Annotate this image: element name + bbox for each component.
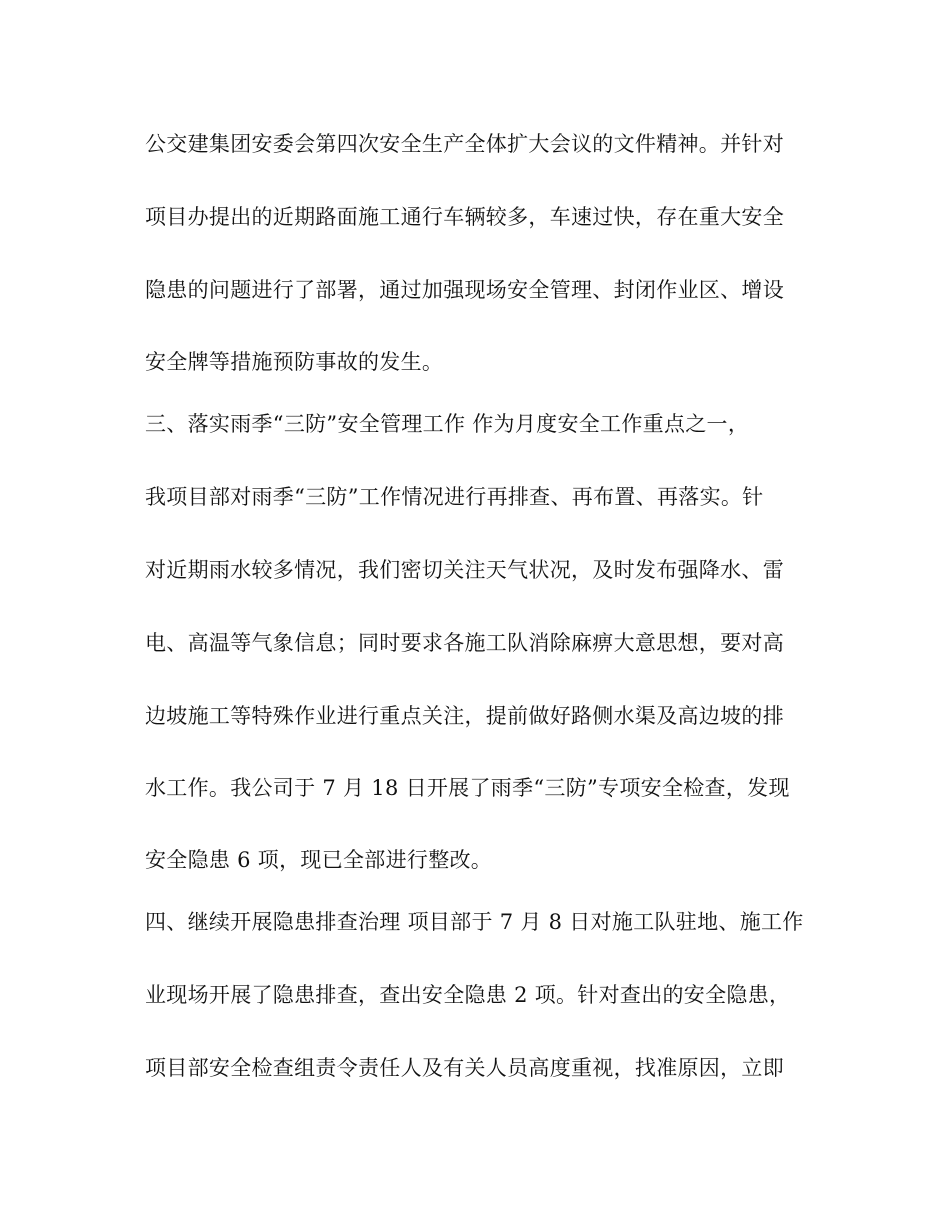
paragraph-line-8: 电、高温等气象信息；同时要求各施工队消除麻痹大意思想，要对高 (145, 631, 784, 655)
paragraph-line-9: 边坡施工等特殊作业进行重点关注，提前做好路侧水渠及高边坡的排 (145, 704, 784, 728)
section-heading-three: 三、落实雨季“三防”安全管理工作 作为月度安全工作重点之一， (145, 412, 750, 436)
paragraph-line-7: 对近期雨水较多情况，我们密切关注天气状况，及时发布强降水、雷 (145, 558, 784, 582)
paragraph-line-14: 项目部安全检查组责令责任人及有关人员高度重视，找准原因，立即 (145, 1056, 784, 1080)
paragraph-line-10: 水工作。我公司于 7 月 18 日开展了雨季“三防”专项安全检查，发现 (145, 776, 790, 800)
section-heading-four: 四、继续开展隐患排查治理 项目部于 7 月 8 日对施工队驻地、施工作 (145, 910, 804, 934)
paragraph-line-2: 项目办提出的近期路面施工通行车辆较多，车速过快，存在重大安全 (145, 205, 784, 229)
paragraph-line-6: 我项目部对雨季“三防”工作情况进行再排查、再布置、再落实。针 (145, 485, 764, 509)
paragraph-line-13: 业现场开展了隐患排查，查出安全隐患 2 项。针对查出的安全隐患， (145, 983, 791, 1007)
paragraph-line-11: 安全隐患 6 项，现已全部进行整改。 (145, 848, 493, 872)
paragraph-line-4: 安全牌等措施预防事故的发生。 (145, 350, 444, 374)
paragraph-line-3: 隐患的问题进行了部署，通过加强现场安全管理、封闭作业区、增设 (145, 278, 784, 302)
paragraph-line-1: 公交建集团安委会第四次安全生产全体扩大会议的文件精神。并针对 (145, 132, 784, 156)
